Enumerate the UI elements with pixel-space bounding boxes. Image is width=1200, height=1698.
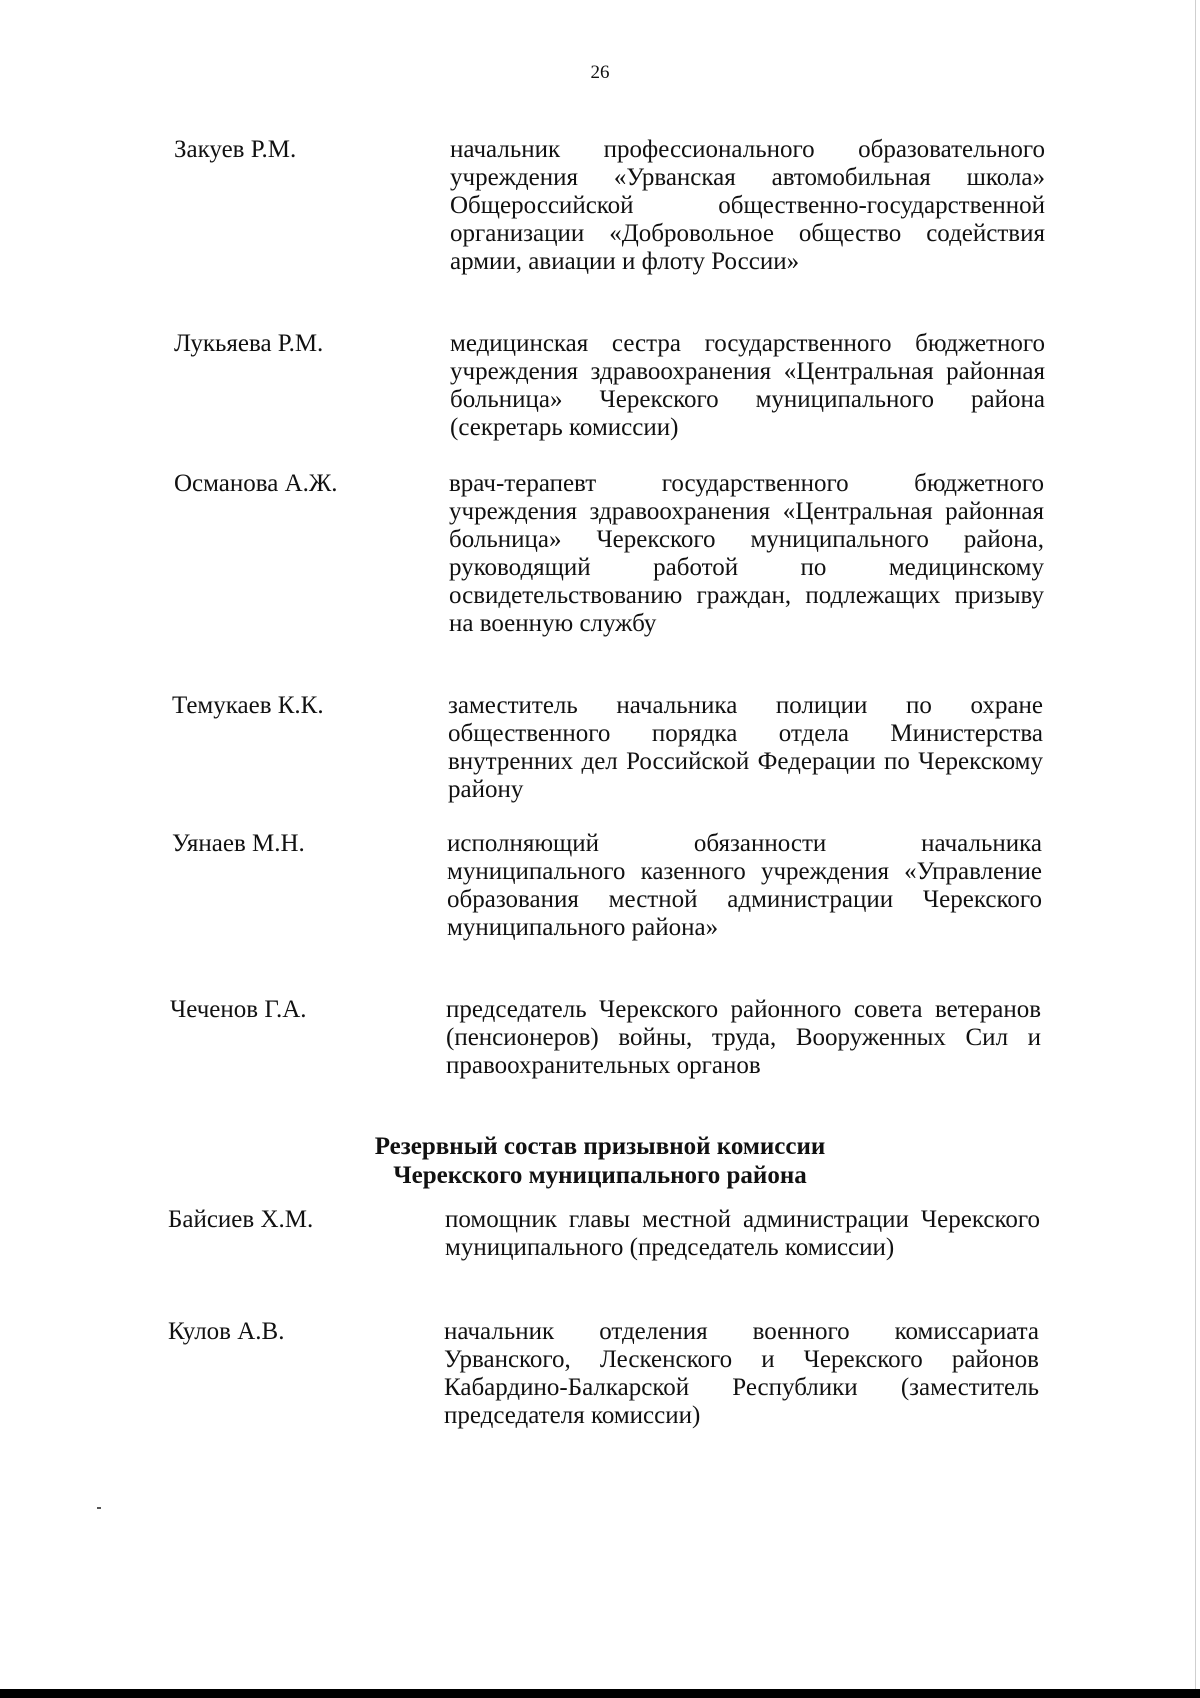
member-name: Лукьяева Р.М. xyxy=(174,330,324,357)
member-name: Уянаев М.Н. xyxy=(172,830,305,857)
scan-bottom-border xyxy=(0,1689,1200,1698)
reserve-member-name: Байсиев Х.М. xyxy=(168,1206,314,1233)
member-description: председатель Черекского районного совета ветеранов (пенсионеров) войны, труда, Вооруженных Сил и правоохранительных органов xyxy=(446,996,1041,1079)
member-name: Османова А.Ж. xyxy=(174,470,338,497)
member-description: исполняющий обязанности начальника муниципального казенного учреждения «Управление образования местной администрации Черекского муниципального района» xyxy=(447,830,1042,941)
scan-edge-line xyxy=(1195,0,1196,1698)
member-name: Темукаев К.К. xyxy=(172,692,324,719)
member-description: врач-терапевт государственного бюджетного учреждения здравоохранения «Центральная районная больница» Черекского муниципального района, руководящий работой по медицинскому освидетельствованию граждан, подлежащих призыву на военную службу xyxy=(449,470,1044,637)
member-description: начальник профессионального образовательного учреждения «Урванская автомобильная школа» Общероссийской общественно-государственной организации «Добровольное общество содействия армии, авиации и флоту России» xyxy=(450,136,1045,275)
reserve-member-name: Кулов А.В. xyxy=(168,1318,285,1345)
reserve-member-description: начальник отделения военного комиссариата Урванского, Лескенского и Черекского районов Кабардино-Балкарской Республики (заместитель председателя комиссии) xyxy=(444,1318,1039,1429)
member-description: медицинская сестра государственного бюджетного учреждения здравоохранения «Центральная районная больница» Черекского муниципального района (секретарь комиссии) xyxy=(450,330,1045,441)
page-number: 26 xyxy=(590,62,610,83)
member-name: Чеченов Г.А. xyxy=(170,996,307,1023)
reserve-member-description: помощник главы местной администрации Черекского муниципального (председатель комиссии) xyxy=(445,1206,1040,1261)
member-description: заместитель начальника полиции по охране общественного порядка отдела Министерства внутренних дел Российской Федерации по Черекскому району xyxy=(448,692,1043,803)
reserve-heading-line-2: Черекского муниципального района xyxy=(393,1162,807,1189)
reserve-heading-line-1: Резервный состав призывной комиссии xyxy=(374,1133,826,1160)
reserve-section-heading xyxy=(0,1132,1200,1190)
scan-speck xyxy=(97,1507,101,1509)
member-name: Закуев Р.М. xyxy=(174,136,297,163)
